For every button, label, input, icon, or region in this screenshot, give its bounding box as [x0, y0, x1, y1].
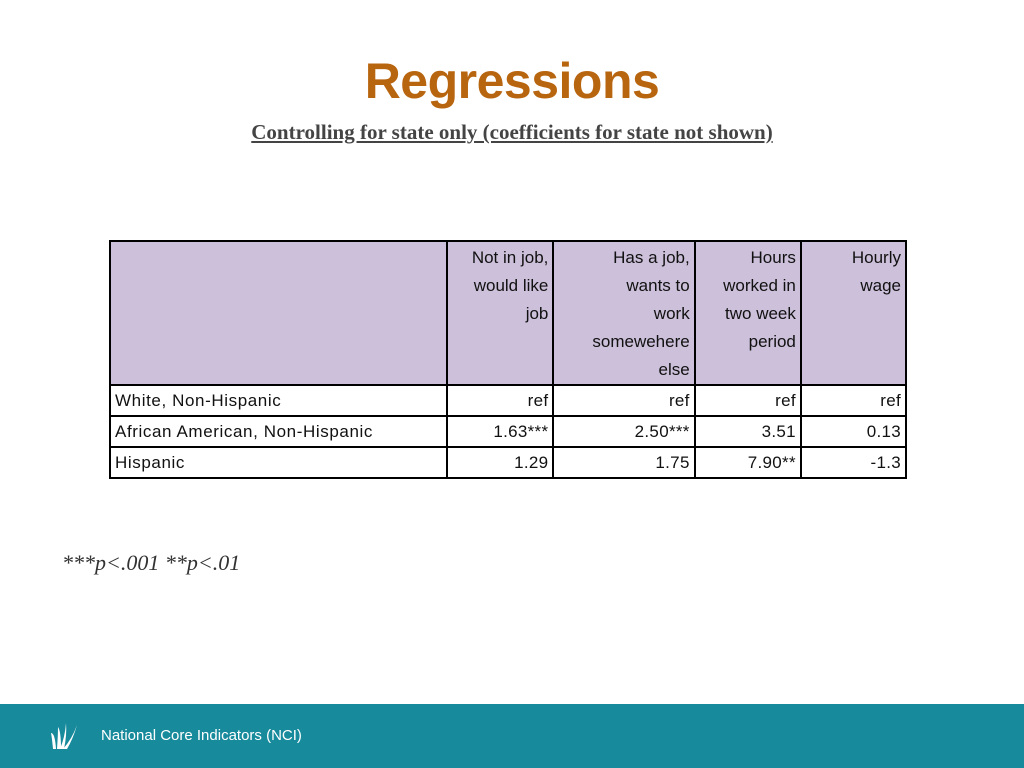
- table-row: [110, 447, 906, 478]
- header-not-in-job: Not in job, would like job: [447, 241, 553, 385]
- table-header-row: [110, 241, 906, 385]
- footer-bar: [0, 704, 1024, 768]
- table-cell: ref: [801, 385, 906, 416]
- table-cell: ref: [695, 385, 801, 416]
- row-label: Hispanic: [110, 447, 447, 478]
- header-hourly-wage: Hourly wage: [801, 241, 906, 385]
- row-label: African American, Non-Hispanic: [110, 416, 447, 447]
- page-title: Regressions: [364, 53, 660, 109]
- significance-footnote: ***p<.001 **p<.01: [62, 550, 241, 575]
- header-cell-blank: [110, 241, 447, 385]
- table-cell: 7.90**: [695, 447, 801, 478]
- table-cell: 1.63***: [447, 416, 553, 447]
- table-row: [110, 385, 906, 416]
- table-cell: 1.75: [553, 447, 694, 478]
- table-cell: 0.13: [801, 416, 906, 447]
- regression-table: [109, 240, 907, 479]
- table-cell: ref: [553, 385, 694, 416]
- table-row: [110, 416, 906, 447]
- header-has-job: Has a job, wants to work somewehere else: [553, 241, 694, 385]
- page-subtitle: Controlling for state only (coefficients for state not shown): [251, 120, 773, 144]
- table-cell: ref: [447, 385, 553, 416]
- table-cell: 2.50***: [553, 416, 694, 447]
- header-hours-worked: Hours worked in two week period: [695, 241, 801, 385]
- table-cell: 3.51: [695, 416, 801, 447]
- table-cell: -1.3: [801, 447, 906, 478]
- nci-logo-icon: [50, 721, 80, 753]
- table-cell: 1.29: [447, 447, 553, 478]
- organization-name: National Core Indicators (NCI): [101, 727, 302, 744]
- row-label: White, Non-Hispanic: [110, 385, 447, 416]
